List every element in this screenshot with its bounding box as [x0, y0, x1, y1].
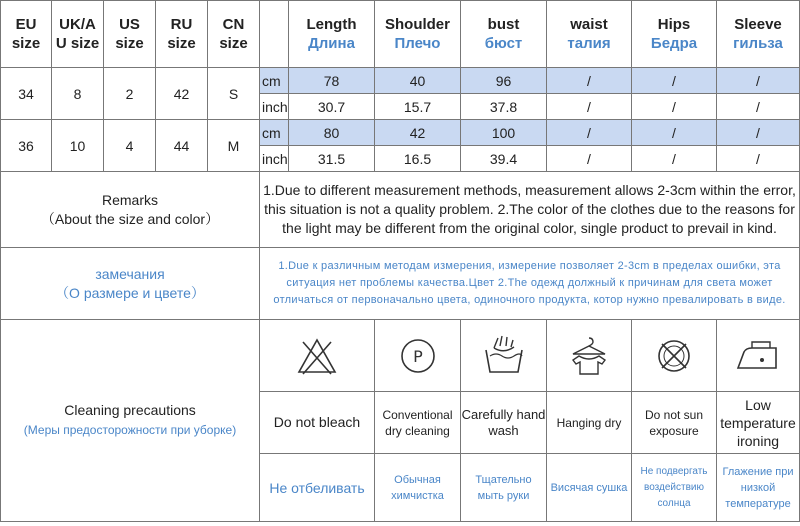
sleeve-header: Sleeve гильза: [717, 1, 800, 68]
hips-cell: /: [632, 94, 717, 120]
waist-cell: /: [547, 94, 632, 120]
cn-size-header: CN size: [208, 1, 260, 68]
cleaning-item-ru-label: Глажение при низкой температуре: [717, 454, 800, 522]
unit-cell: cm: [260, 120, 289, 146]
header-row: [1, 1, 800, 68]
unit-cell: inch: [260, 146, 289, 172]
shoulder-cell: 42: [375, 120, 461, 146]
cleaning-item-label: Low temperature ironing: [717, 392, 800, 454]
cleaning-item-label: Carefully hand wash: [461, 392, 547, 454]
dry-clean-p-icon: [375, 320, 461, 392]
unit-cell: cm: [260, 68, 289, 94]
cleaning-item-ru-label: Не подвергать воздействию солнца: [632, 454, 717, 522]
bust-cell: 96: [461, 68, 547, 94]
cleaning-item-ru-label: Тщательно мыть руки: [461, 454, 547, 522]
cn-size-cell: S: [208, 68, 260, 120]
sleeve-cell: /: [717, 120, 800, 146]
ru-size-cell: 44: [156, 120, 208, 172]
shoulder-cell: 40: [375, 68, 461, 94]
shoulder-cell: 15.7: [375, 94, 461, 120]
no-sun-icon: [632, 320, 717, 392]
bust-cell: 100: [461, 120, 547, 146]
hips-header: Hips Бедра: [632, 1, 717, 68]
ru-size-header: RU size: [156, 1, 208, 68]
waist-header: waist талия: [547, 1, 632, 68]
unit-header: [260, 1, 289, 68]
table-row: [1, 120, 800, 146]
hips-cell: /: [632, 68, 717, 94]
remarks-ru-label: замечания （О размере и цвете）: [1, 248, 260, 320]
eu-size-cell: 36: [1, 120, 52, 172]
waist-cell: /: [547, 68, 632, 94]
us-size-cell: 2: [104, 68, 156, 120]
bust-header: bust бюст: [461, 1, 547, 68]
svg-text:P: P: [412, 346, 423, 366]
hanging-dry-icon: [547, 320, 632, 392]
ru-size-cell: 42: [156, 68, 208, 120]
length-cell: 78: [289, 68, 375, 94]
hips-cell: /: [632, 146, 717, 172]
table-row: [1, 68, 800, 94]
uk-size-header: UK/A U size: [52, 1, 104, 68]
cleaning-item-label: Conventional dry cleaning: [375, 392, 461, 454]
length-header: Length Длина: [289, 1, 375, 68]
cleaning-item-label: Do not sun exposure: [632, 392, 717, 454]
length-cell: 80: [289, 120, 375, 146]
remarks-ru-text: 1.Due к различным методам измерения, измерение позволяет 2-3cm в пределах ошибки, эта ситуация нет проблемы качества.Цвет 2.The одежд должный к причинам для света может отличаться от первоначально цвета, одиночного продукта, котор нужно превалировать в виде.: [260, 248, 800, 320]
eu-size-cell: 34: [1, 68, 52, 120]
length-cell: 30.7: [289, 94, 375, 120]
waist-cell: /: [547, 120, 632, 146]
unit-cell: inch: [260, 94, 289, 120]
remarks-row: [1, 172, 800, 248]
sleeve-cell: /: [717, 68, 800, 94]
cleaning-label: Cleaning precautions (Меры предосторожности при уборке): [1, 320, 260, 522]
bust-cell: 37.8: [461, 94, 547, 120]
waist-cell: /: [547, 146, 632, 172]
remarks-ru-row: [1, 248, 800, 320]
cn-size-cell: M: [208, 120, 260, 172]
hand-wash-icon: [461, 320, 547, 392]
bust-cell: 39.4: [461, 146, 547, 172]
cleaning-item-ru-label: Висячая сушка: [547, 454, 632, 522]
sleeve-cell: /: [717, 146, 800, 172]
low-iron-icon: [717, 320, 800, 392]
shoulder-header: Shoulder Плечо: [375, 1, 461, 68]
uk-size-cell: 8: [52, 68, 104, 120]
sleeve-cell: /: [717, 94, 800, 120]
us-size-cell: 4: [104, 120, 156, 172]
hips-cell: /: [632, 120, 717, 146]
uk-size-cell: 10: [52, 120, 104, 172]
length-cell: 31.5: [289, 146, 375, 172]
eu-size-header: EU size: [1, 1, 52, 68]
remarks-label: Remarks （About the size and color）: [1, 172, 260, 248]
cleaning-item-label: Hanging dry: [547, 392, 632, 454]
us-size-header: US size: [104, 1, 156, 68]
no-bleach-icon: [260, 320, 375, 392]
shoulder-cell: 16.5: [375, 146, 461, 172]
cleaning-item-ru-label: Обычная химчистка: [375, 454, 461, 522]
remarks-text: 1.Due to different measurement methods, measurement allows 2-3cm within the error, this situation is not a quality problem. 2.The color of the clothes due to the reasons for the light may be different from the original color, single product to prevail in kind.: [260, 172, 800, 248]
cleaning-icons-row: [1, 320, 800, 392]
cleaning-item-label: Do not bleach: [260, 392, 375, 454]
cleaning-item-ru-label: Не отбеливать: [260, 454, 375, 522]
